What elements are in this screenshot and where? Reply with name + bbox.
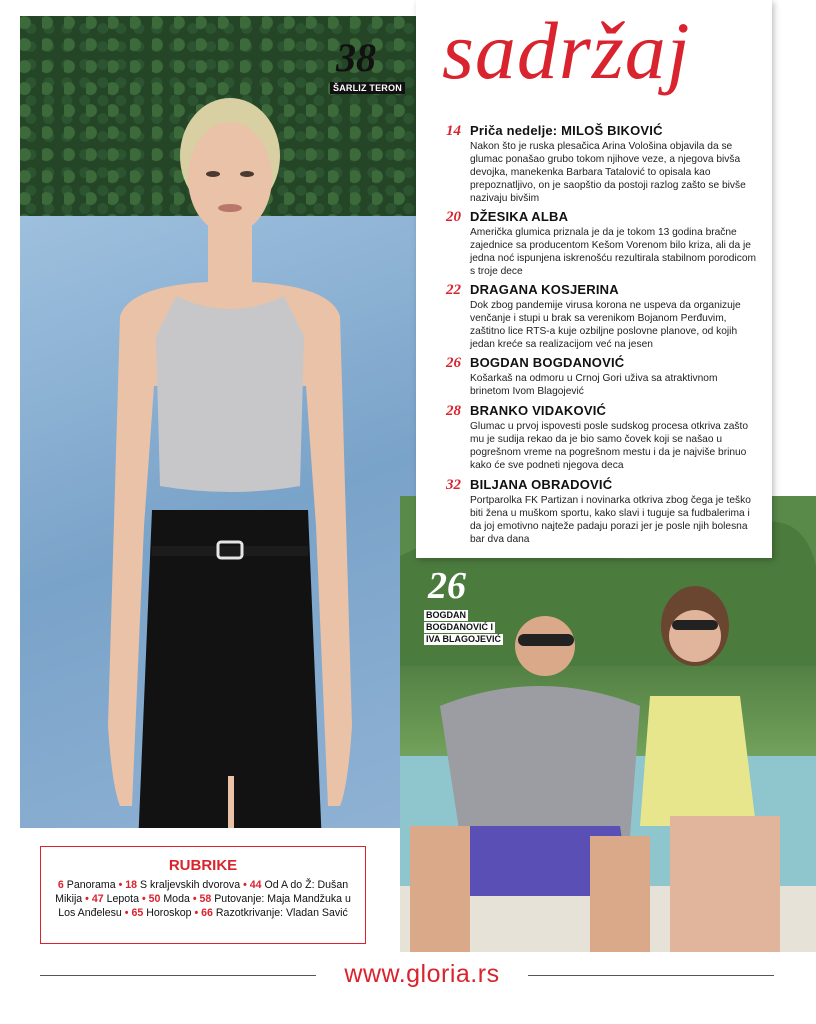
separator-dot: •	[192, 893, 197, 905]
separator-dot: •	[85, 893, 89, 905]
contents-entry[interactable]	[446, 122, 758, 205]
woman-figure	[90, 86, 370, 828]
contents-entry[interactable]	[446, 281, 758, 351]
entry-description: Nakon što je ruska plesačica Arina Vološina objavila da se glumac ponašao grubo tokom njihove veze, a njegova bivša devojka, manekenka Barbara Tatalović to opisala kao prepoznatljivo, on je saopštio da postoji razlog zašto se bivše nazivaju bivšim	[470, 141, 746, 204]
entry-heading: BILJANA OBRADOVIĆ	[470, 477, 613, 492]
separator-dot: •	[141, 893, 146, 905]
entry-page: 32	[446, 477, 461, 493]
entry-heading: Priča nedelje: MILOŠ BIKOVIĆ	[470, 123, 663, 138]
entry-page: 28	[446, 403, 461, 419]
contents-entry[interactable]	[446, 402, 758, 472]
rubrike-label[interactable]: Putovanje: Maja Mandžuka u Los Anđelesu	[58, 893, 351, 919]
rubrike-label[interactable]: Moda	[163, 893, 190, 905]
footer-rule-right	[528, 975, 774, 976]
entry-page: 22	[446, 282, 461, 298]
separator-dot: •	[124, 907, 129, 919]
footer-url-link[interactable]: www.gloria.rs	[344, 960, 500, 988]
entry-description: Glumac u prvoj ispovesti posle sudskog procesa otkriva zašto mu je sudija rekao da je bio samo čovek koji se našao u pogrešnom vreme na pogrešnom mestu i da je najviše brinuo kako će sve podneti njegova deca	[470, 421, 749, 471]
caption-line: BOGDAN	[426, 610, 466, 620]
rubrike-page: 18	[125, 879, 138, 891]
entry-heading: BRANKO VIDAKOVIĆ	[470, 403, 607, 418]
rubrike-page: 44	[249, 879, 262, 891]
rubrike-page: 66	[201, 907, 213, 919]
entry-page: 14	[446, 123, 461, 139]
footer-rule-left	[40, 975, 316, 976]
entry-description: Portparolka FK Partizan i novinarka otkriva zbog čega je teško biti žena u muškom sportu, kako slavi i tuguje sa fudbalerima i da joj emotivno najteže padaju porazi jer je posle njih bolesna bar dva dana	[470, 495, 751, 545]
rubrike-label[interactable]: Lepota	[106, 893, 139, 905]
feature-caption-bogdan	[424, 610, 503, 646]
contents-title: sadržaj	[442, 5, 691, 96]
feature-caption-charlize: ŠARLIZ TERON	[330, 82, 405, 94]
rubrike-page: 6	[57, 879, 64, 891]
entry-description: Dok zbog pandemije virusa korona ne uspeva da organizuje venčanje i stupi u brak sa verenikom Bojanom Perđuvim, zaštitno lice RTS-a kuje ozbiljne poslovne planove, od kojih jedan kreće sa realizacijom već na jesen	[470, 300, 741, 350]
separator-dot: •	[194, 907, 199, 919]
rubrike-page: 47	[91, 893, 104, 905]
entry-page: 20	[446, 209, 461, 225]
rubrike-page: 50	[148, 893, 161, 905]
rubrike-title: RUBRIKE	[168, 857, 238, 874]
rubrike-label[interactable]: Od A do Ž: Dušan Mikija	[55, 879, 349, 905]
feature-page-number-26: 26	[428, 565, 466, 607]
separator-dot: •	[243, 879, 247, 891]
caption-line: BOGDANOVIĆ I	[426, 622, 494, 632]
rubrike-label[interactable]: Panorama	[66, 879, 116, 891]
entry-heading: DRAGANA KOSJERINA	[470, 282, 619, 297]
caption-line: IVA BLAGOJEVIĆ	[426, 634, 502, 644]
entry-heading: BOGDAN BOGDANOVIĆ	[470, 355, 625, 370]
rubrike-page: 65	[131, 907, 144, 919]
feature-page-number-38: 38	[336, 35, 376, 80]
contents-entry[interactable]	[446, 354, 758, 398]
entry-description: Košarkaš na odmoru u Crnoj Gori uživa sa atraktivnom brinetom Ivom Blagojević	[470, 373, 718, 397]
entry-heading: DŽESIKA ALBA	[470, 209, 569, 224]
rubrike-label[interactable]: S kraljevskih dvorova	[140, 879, 241, 891]
entry-description: Američka glumica priznala je da je tokom 13 godina bračne zajednice sa producentom Kešom Vorenom bilo kriza, ali da je jedna noć ispunjena iskrenošću rezultirala stabilnom porodicom s troje dece	[470, 227, 756, 277]
rubrike-box	[40, 846, 366, 944]
contents-entry[interactable]	[446, 208, 758, 278]
rubrike-page: 58	[199, 893, 212, 905]
rubrike-label[interactable]: Razotkrivanje: Vladan Savić	[215, 907, 348, 919]
rubrike-label[interactable]: Horoskop	[146, 907, 192, 919]
contents-entry[interactable]	[446, 476, 758, 546]
entry-page: 26	[446, 355, 461, 371]
cover-photo-charlize	[20, 16, 416, 828]
separator-dot: •	[118, 879, 123, 891]
rubrike-list	[41, 878, 365, 920]
